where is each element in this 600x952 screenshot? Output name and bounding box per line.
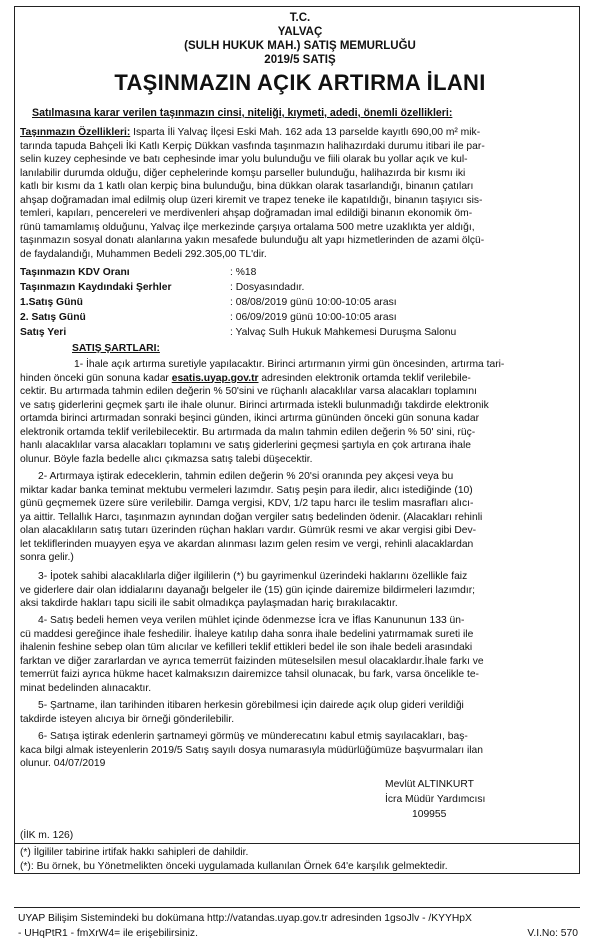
footer-line-1: UYAP Bilişim Sistemindeki bu dokümana http://vatandas.uyap.gov.tr adresinden 1gsoJlv - /KYYHpX xyxy=(18,913,472,924)
notice-title: TAŞINMAZIN AÇIK ARTIRMA İLANI xyxy=(114,70,486,95)
detail-value-satis2: : 06/09/2019 günü 10:00-10:05 arası xyxy=(230,312,397,323)
detail-value-kdv: : %18 xyxy=(230,267,257,278)
detail-label-serhler: Taşınmazın Kaydındaki Şerhler xyxy=(20,282,172,293)
header-tc: T.C. xyxy=(289,12,311,24)
condition-line-28: olunur. 04/07/2019 xyxy=(20,758,106,769)
condition-line-18: 4- Satış bedeli hemen veya verilen mühlet içinde ödenmezse İcra ve İflas Kanununun 133 ün- xyxy=(38,615,465,626)
footer-divider xyxy=(14,907,580,908)
condition-line-6: hanlı alacaklılar varsa alacakları toplamını ve satış giderlerini geçmesi şartıyla en çok artırana ihale xyxy=(20,440,471,451)
condition-line-5: elektronik ortamda teklif verilebilecektir. Bu artırmada da malın tahmin edilen değerin % 50' sini, rüç- xyxy=(20,426,476,438)
condition-line-4: ortamda birinci artırmadan sonraki beşinci günden, ikinci artırma gününden önceki gün sonuna kadar xyxy=(20,413,480,424)
condition-line-24: 5- Şartname, ilan tarihinden itibaren herkesin görebilmesi için dairede açık olup gideri verildiği xyxy=(38,700,464,711)
condition-line-1 xyxy=(20,372,471,385)
detail-value-serhler: : Dosyasındadır. xyxy=(230,282,305,293)
condition-line-0: 1- İhale açık artırma suretiyle yapılacaktır. Birinci artırmanın yirmi gün öncesinden, artırma tari- xyxy=(74,359,505,370)
condition-line-25: takdirde isteyen alıcıya bir örneği gönderilebilir. xyxy=(20,713,235,725)
description-line-8: taşınmazın sosyal donatı alanlarına yakın mesafede bulunduğu alt yapı hizmetlerinden de azami ölçü- xyxy=(20,235,485,246)
description-line-5: ahşap doğramadan imal edilmiş olup üzeri kiremit ve trapez teneke ile kapatıldığı, binanın taşıyıcı sis- xyxy=(20,194,483,206)
condition-line-13: let tekliflerinden muayyen eşya ve akardan alınması lazım gelen resim ve vergi, rehinli alacaklardan xyxy=(20,538,474,550)
condition-line-21: farktan ve diğer zararlardan ve ayrıca temerrüt faizinden müteselsilen mesul olacaklardır.İhale farkı ve xyxy=(20,655,484,667)
signature-name: Mevlüt ALTINKURT xyxy=(385,779,474,790)
header-city: YALVAÇ xyxy=(277,26,323,38)
detail-label-satis1: 1.Satış Günü xyxy=(20,297,83,308)
description-line-0-text: Isparta İli Yalvaç İlçesi Eski Mah. 162 ada 13 parselde kayıtlı 690,00 m² mik- xyxy=(130,127,481,138)
note-1: (*) İlgililer tabirine irtifak hakkı sahipleri de dahildir. xyxy=(20,847,249,858)
description-line-9: de faydalandığı, Muhammen Bedeli 292.305,00 TL'dir. xyxy=(20,248,267,260)
condition-line-17: aksi takdirde hakları tapu sicili ile sabit olmadıkça paylaşmadan hariç bırakılacaktır. xyxy=(20,598,398,609)
detail-label-kdv: Taşınmazın KDV Oranı xyxy=(20,267,130,278)
condition-line-1-pre: hinden önceki gün sonuna kadar xyxy=(20,372,172,384)
condition-line-22: temerrüt faizi ayrıca hükme hacet kalmaksızın dairemizce tahsil olunacak, bu fark, varsa öncelikle te- xyxy=(20,669,479,680)
description-line-3: lanılabilir durumda olduğu, diğer cephelerinde komşu parseller bulunduğu, halihazırda bir kısmı iki xyxy=(20,167,466,179)
detail-value-satis1: : 08/08/2019 günü 10:00-10:05 arası xyxy=(230,297,397,308)
footer-version: V.I.No: 570 xyxy=(527,928,578,939)
condition-line-11: ya aittir. Tellallık Harcı, taşınmazın aynından doğan vergiler satış bedelinden ödenir. (Alacakları rehinli xyxy=(20,511,483,523)
header-office: (SULH HUKUK MAH.) SATIŞ MEMURLUĞU xyxy=(184,40,416,52)
detail-label-satis2: 2. Satış Günü xyxy=(20,312,86,323)
header-file-no: 2019/5 SATIŞ xyxy=(264,54,336,66)
condition-line-20: ihalenin feshine sebep olan tüm alıcılar ve kefilleri teklif ettikleri bedel ile son ihale bedeli arasındaki xyxy=(20,642,473,653)
description-label: Taşınmazın Özellikleri: xyxy=(20,127,131,138)
notice-subtitle: Satılmasına karar verilen taşınmazın cinsi, niteliği, kıymeti, adedi, önemli özellikleri: xyxy=(32,107,453,119)
condition-line-26: 6- Satışa iştirak edenlerin şartnameyi görmüş ve münderecatını kabul etmiş sayılacakları, baş- xyxy=(38,731,468,742)
condition-line-23: minat bedelinden alınacaktır. xyxy=(20,682,152,694)
condition-line-16: ve giderlere dair olan iddialarını dayanağı belgeler ile (15) gün içinde dairemize bildirmeleri lazımdır; xyxy=(20,584,476,596)
condition-line-1-post: adresinden elektronik ortamda teklif verilebile- xyxy=(258,372,471,384)
signature-number: 109955 xyxy=(412,809,447,820)
detail-label-satis-yeri: Satış Yeri xyxy=(20,327,67,338)
description-line-1: tarında tapuda Bahçeli İki Katlı Kerpiç Dükkan vasfında taşınmazın halihazırdaki durumu itibari ile par- xyxy=(20,140,485,152)
condition-line-12: olan alacaklıların satış tutarı üzerinden rüçhan hakları vardır. Gümrük resmi ve akar vergisi gibi Dev- xyxy=(20,525,477,536)
condition-line-2: cektir. Bu artırmada tahmin edilen değerin % 50'sini ve rüçhanlı alacaklılar varsa alacakları toplamını xyxy=(20,386,477,397)
condition-line-27: kaca bilgi almak isteyenlerin 2019/5 Satış sayılı dosya numarasıyla müdürlüğümüze başvurmaları ilan xyxy=(20,744,484,756)
condition-line-14: sonra gelir.) xyxy=(20,552,74,563)
notes-divider xyxy=(14,843,580,844)
condition-line-7: olunur. Böyle fazla bedelle alıcı çıkmazsa satış talebi düşecektir. xyxy=(20,453,313,465)
condition-line-9: miktar kadar banka teminat mektubu vermeleri lazımdır. Satış peşin para iledir, alıcı istediğinde (10) xyxy=(20,484,473,496)
condition-line-8: 2- Artırmaya iştirak edeceklerin, tahmin edilen değerin % 20'si oranında pey akçesi veya bu xyxy=(38,471,454,482)
description-line-2: selin kuzey cephesinde ve batı cephesinde imar yolu bulunduğu ve fiili olarak bu yollar açık ve kul- xyxy=(20,154,468,165)
detail-value-satis-yeri: : Yalvaç Sulh Hukuk Mahkemesi Duruşma Salonu xyxy=(230,327,457,338)
description-line-7: rünü tamamlamış olduğunu, Yalvaç ilçe merkezinde çarşıya ortalama 500 metre uzaklıkta yer aldığı, xyxy=(20,221,475,233)
condition-line-3: ve satış giderlerini geçmek şartı ile ihale olunur. Birinci artırmada istekli bulunmadığı takdirde elektronik xyxy=(20,399,489,411)
signature-title: İcra Müdür Yardımcısı xyxy=(385,794,486,805)
esatis-link[interactable]: esatis.uyap.gov.tr xyxy=(171,372,259,384)
condition-line-15: 3- İpotek sahibi alacaklılarla diğer ilgililerin (*) bu gayrimenkul üzerindeki haklarını özellikle faiz xyxy=(38,571,468,582)
conditions-heading: SATIŞ ŞARTLARI: xyxy=(72,343,160,354)
condition-line-10: günü geçmemek üzere süre verilebilir. Damga vergisi, KDV, 1/2 tapu harcı ile teslim masrafları alıcı- xyxy=(20,498,474,509)
description-line-6: temleri, kapıları, pencereleri ve merdivenleri ahşap doğramadan imal edildiği binanın ekonomik öm- xyxy=(20,208,473,219)
note-2: (*): Bu örnek, bu Yönetmelikten önceki uygulamada kullanılan Örnek 64'e karşılık gelmektedir. xyxy=(20,861,448,872)
condition-line-19: cü maddesi gereğince ihale feshedilir. İhaleye katılıp daha sonra ihale bedelini yatırmamak sureti ile xyxy=(20,628,474,640)
description-line-0 xyxy=(20,126,480,139)
footer-line-2: - UHqPtR1 - fmXrW4= ile erişebilirsiniz. xyxy=(18,928,198,939)
ilk-reference: (İlK m. 126) xyxy=(20,830,74,841)
description-line-4: katlı bir kısmı da 1 katlı olan kerpiç bina bulunduğu, bina dükkan olarak tasarlandığı, binanın çatıları xyxy=(20,181,474,192)
